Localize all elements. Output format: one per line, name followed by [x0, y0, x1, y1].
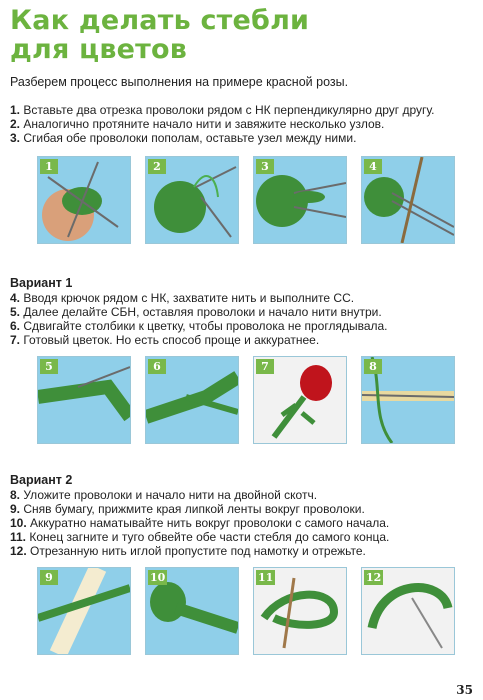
intro-text: Разберем процесс выполнения на примере красной розы. — [10, 75, 349, 89]
step-text: Сгибая обе проволоки пополам, оставьте узел между ними. — [23, 131, 357, 145]
variant1-block — [10, 276, 475, 290]
step-number: 3. — [10, 131, 21, 145]
variant2-block — [10, 473, 475, 487]
steps-list-a — [10, 103, 475, 145]
photo-step-12 — [361, 567, 455, 655]
photo-number-badge: 11 — [258, 571, 274, 584]
page-title — [10, 6, 470, 64]
step-number: 8. — [10, 488, 21, 502]
step-text: Конец загните и туго обвейте обе части стебля до самого конца. — [29, 530, 390, 544]
step-number: 10. — [10, 516, 27, 530]
step-item — [10, 544, 475, 558]
photo-step-11 — [253, 567, 347, 655]
photo-number-badge: 9 — [40, 570, 58, 585]
step-item — [10, 319, 475, 333]
photo-number-badge: 1 — [40, 159, 58, 174]
steps-list-c — [10, 488, 475, 558]
photo-number-badge: 3 — [256, 159, 274, 174]
step-item — [10, 291, 475, 305]
step-text: Сдвигайте столбики к цветку, чтобы проволока не проглядывала. — [23, 319, 388, 333]
photo-step-3 — [253, 156, 347, 244]
step-item — [10, 333, 475, 347]
photo-number-badge: 6 — [148, 359, 166, 374]
step-number: 9. — [10, 502, 21, 516]
step-number: 12. — [10, 544, 27, 558]
photo-step-8 — [361, 356, 455, 444]
page-title-line2: для цветов — [10, 34, 188, 65]
step-item — [10, 488, 475, 502]
page-number: 35 — [456, 683, 473, 697]
steps-list-b — [10, 291, 475, 347]
photo-number-badge: 8 — [364, 359, 382, 374]
step-text: Сняв бумагу, прижмите края липкой ленты вокруг проволоки. — [23, 502, 365, 516]
photo-step-2 — [145, 156, 239, 244]
photo-step-4 — [361, 156, 455, 244]
step-text: Аналогично протяните начало нити и завяжите несколько узлов. — [23, 117, 385, 131]
photo-step-5 — [37, 356, 131, 444]
step-text: Готовый цветок. Но есть способ проще и аккуратнее. — [23, 333, 320, 347]
variant1-title: Вариант 1 — [10, 276, 73, 290]
step-number: 11. — [10, 530, 27, 544]
step-number: 1. — [10, 103, 21, 117]
photo-number-badge: 5 — [40, 359, 58, 374]
photo-step-9 — [37, 567, 131, 655]
photo-number-badge: 2 — [148, 159, 166, 174]
step-text: Далее делайте СБН, оставляя проволоки и начало нити внутри. — [23, 305, 382, 319]
step-item — [10, 305, 475, 319]
photo-step-7 — [253, 356, 347, 444]
photo-row-3 — [37, 567, 452, 653]
step-text: Вставьте два отрезка проволоки рядом с НК перпендикулярно друг другу. — [23, 103, 435, 117]
step-number: 2. — [10, 117, 21, 131]
step-text: Аккуратно наматывайте нить вокруг проволоки с самого начала. — [30, 516, 390, 530]
photo-number-badge: 7 — [256, 359, 274, 374]
photo-number-badge: 12 — [366, 571, 382, 584]
step-item — [10, 117, 475, 131]
photo-row-2 — [37, 356, 452, 442]
step-item — [10, 502, 475, 516]
photo-step-1 — [37, 156, 131, 244]
step-item — [10, 516, 475, 530]
step-text: Уложите проволоки и начало нити на двойной скотч. — [23, 488, 318, 502]
step-number: 5. — [10, 305, 21, 319]
photo-row-1 — [37, 156, 452, 242]
step-text: Вводя крючок рядом с НК, захватите нить и выполните СС. — [23, 291, 355, 305]
photo-number-badge: 4 — [364, 159, 382, 174]
step-number: 6. — [10, 319, 21, 333]
step-number: 4. — [10, 291, 21, 305]
page-title-line1: Как делать стебли — [10, 5, 310, 36]
photo-number-badge: 10 — [150, 571, 166, 584]
step-number: 7. — [10, 333, 21, 347]
step-item — [10, 131, 475, 145]
step-item — [10, 103, 475, 117]
photo-step-10 — [145, 567, 239, 655]
photo-step-6 — [145, 356, 239, 444]
step-item — [10, 530, 475, 544]
step-text: Отрезанную нить иглой пропустите под намотку и отрежьте. — [30, 544, 366, 558]
variant2-title: Вариант 2 — [10, 473, 73, 487]
